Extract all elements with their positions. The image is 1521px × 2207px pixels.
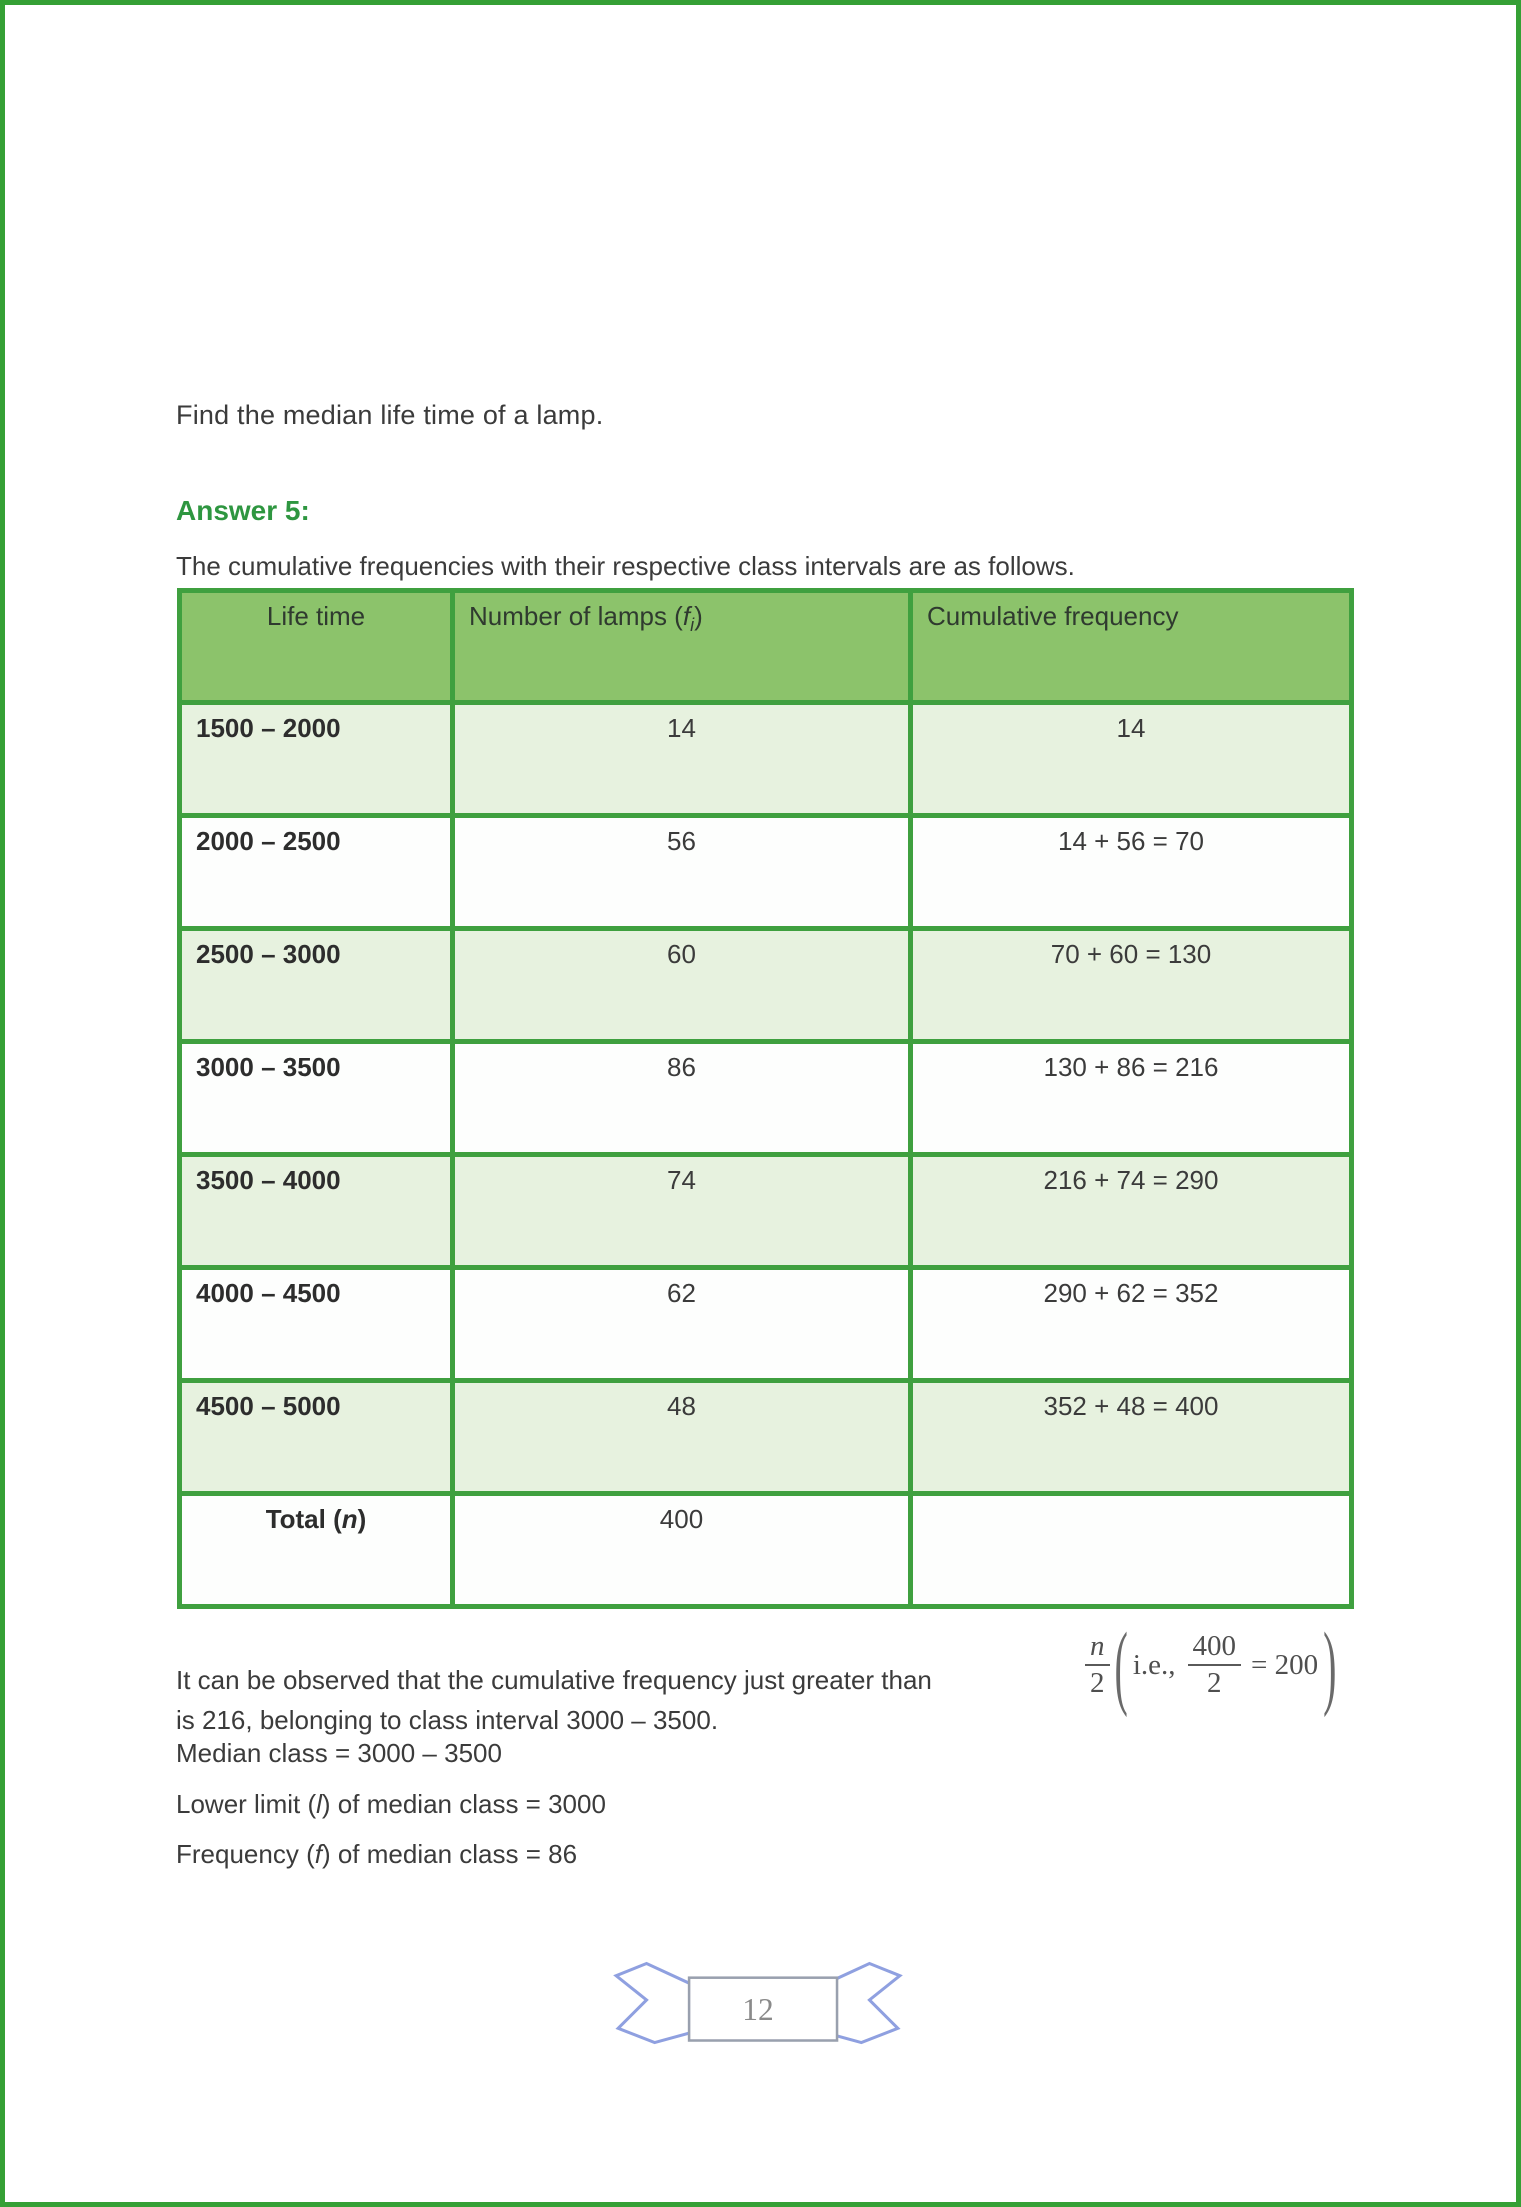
table-row (180, 703, 1352, 816)
header-lamps-prefix: Number of lamps ( (469, 601, 683, 631)
header-number-of-lamps (453, 591, 911, 703)
life-time-cell: 3500 – 4000 (180, 1155, 453, 1268)
fraction-denominator: 2 (1207, 1667, 1222, 1700)
fraction-denominator: 2 (1090, 1667, 1105, 1700)
lamps-cell: 60 (453, 929, 911, 1042)
life-time-cell: 2500 – 3000 (180, 929, 453, 1042)
lower-limit-line (176, 1789, 606, 1820)
lamps-cell: 14 (453, 703, 911, 816)
ie-label: i.e., (1132, 1648, 1176, 1681)
analysis-line2: is 216, belonging to class interval 3000 – 3500. (176, 1705, 719, 1735)
lamps-cell: 62 (453, 1268, 911, 1381)
cumulative-cell: 290 + 62 = 352 (911, 1268, 1352, 1381)
fraction-n-2 (1085, 1630, 1110, 1701)
analysis-line1: It can be observed that the cumulative frequency just greater than (176, 1665, 932, 1695)
median-class-line: Median class = 3000 – 3500 (176, 1738, 502, 1768)
table-row (180, 1268, 1352, 1381)
fraction-numerator: n (1085, 1630, 1110, 1666)
lower-limit-prefix: Lower limit ( (176, 1789, 317, 1819)
cumulative-cell: 130 + 86 = 216 (911, 1042, 1352, 1155)
total-n-var: n (341, 1504, 358, 1534)
lamps-cell: 86 (453, 1042, 911, 1155)
page-number-ribbon (606, 1950, 910, 2054)
table-row (180, 816, 1352, 929)
frequency-var: f (314, 1839, 322, 1869)
total-label-cell (180, 1494, 453, 1607)
cumulative-cell: 352 + 48 = 400 (911, 1381, 1352, 1494)
life-time-cell: 3000 – 3500 (180, 1042, 453, 1155)
answer-heading: Answer 5: (176, 495, 310, 526)
lower-limit-suffix: ) of median class = 3000 (321, 1789, 606, 1819)
open-paren: ( (1114, 1612, 1128, 1719)
table-row (180, 1381, 1352, 1494)
frequency-table (177, 588, 1354, 1609)
cumulative-cell: 14 + 56 = 70 (911, 816, 1352, 929)
cumulative-cell: 216 + 74 = 290 (911, 1155, 1352, 1268)
table-caption: The cumulative frequencies with their respective class intervals are as follows. (176, 551, 1075, 581)
total-prefix: Total ( (265, 1504, 342, 1534)
life-time-cell: 4500 – 5000 (180, 1381, 453, 1494)
lamps-cell: 56 (453, 816, 911, 929)
frequency-prefix: Frequency ( (176, 1839, 315, 1869)
frequency-suffix: ) of median class = 86 (321, 1839, 578, 1869)
life-time-cell: 4000 – 4500 (180, 1268, 453, 1381)
lower-limit-var: l (316, 1789, 322, 1819)
lamps-cell: 74 (453, 1155, 911, 1268)
lamps-cell: 48 (453, 1381, 911, 1494)
header-cumulative-frequency: Cumulative frequency (911, 591, 1352, 703)
close-paren: ) (1323, 1612, 1337, 1719)
header-lamps-subscript: i (690, 615, 695, 636)
frequency-line (176, 1839, 577, 1870)
table-row (180, 1155, 1352, 1268)
page-number: 12 (742, 1992, 774, 2028)
table-total-row (180, 1494, 1352, 1607)
n-over-2-formula (1085, 1612, 1341, 1719)
fraction-400-2 (1188, 1630, 1242, 1701)
header-lamps-suffix: ) (694, 601, 703, 631)
question-text: Find the median life time of a lamp. (176, 400, 604, 430)
total-suffix: ) (357, 1504, 367, 1534)
total-lamps-cell: 400 (453, 1494, 911, 1607)
header-lamps-var: f (682, 601, 691, 631)
analysis-paragraph (176, 1660, 1106, 1740)
ribbon-left-wing (616, 1963, 699, 2042)
life-time-cell: 2000 – 2500 (180, 816, 453, 929)
table-row (180, 929, 1352, 1042)
total-cumulative-cell (911, 1494, 1352, 1607)
cumulative-cell: 70 + 60 = 130 (911, 929, 1352, 1042)
table-row (180, 1042, 1352, 1155)
life-time-cell: 1500 – 2000 (180, 703, 453, 816)
table-header-row (180, 591, 1352, 703)
formula-result: = 200 (1251, 1648, 1319, 1681)
fraction-numerator: 400 (1188, 1630, 1242, 1666)
cumulative-cell: 14 (911, 703, 1352, 816)
header-life-time: Life time (180, 591, 453, 703)
